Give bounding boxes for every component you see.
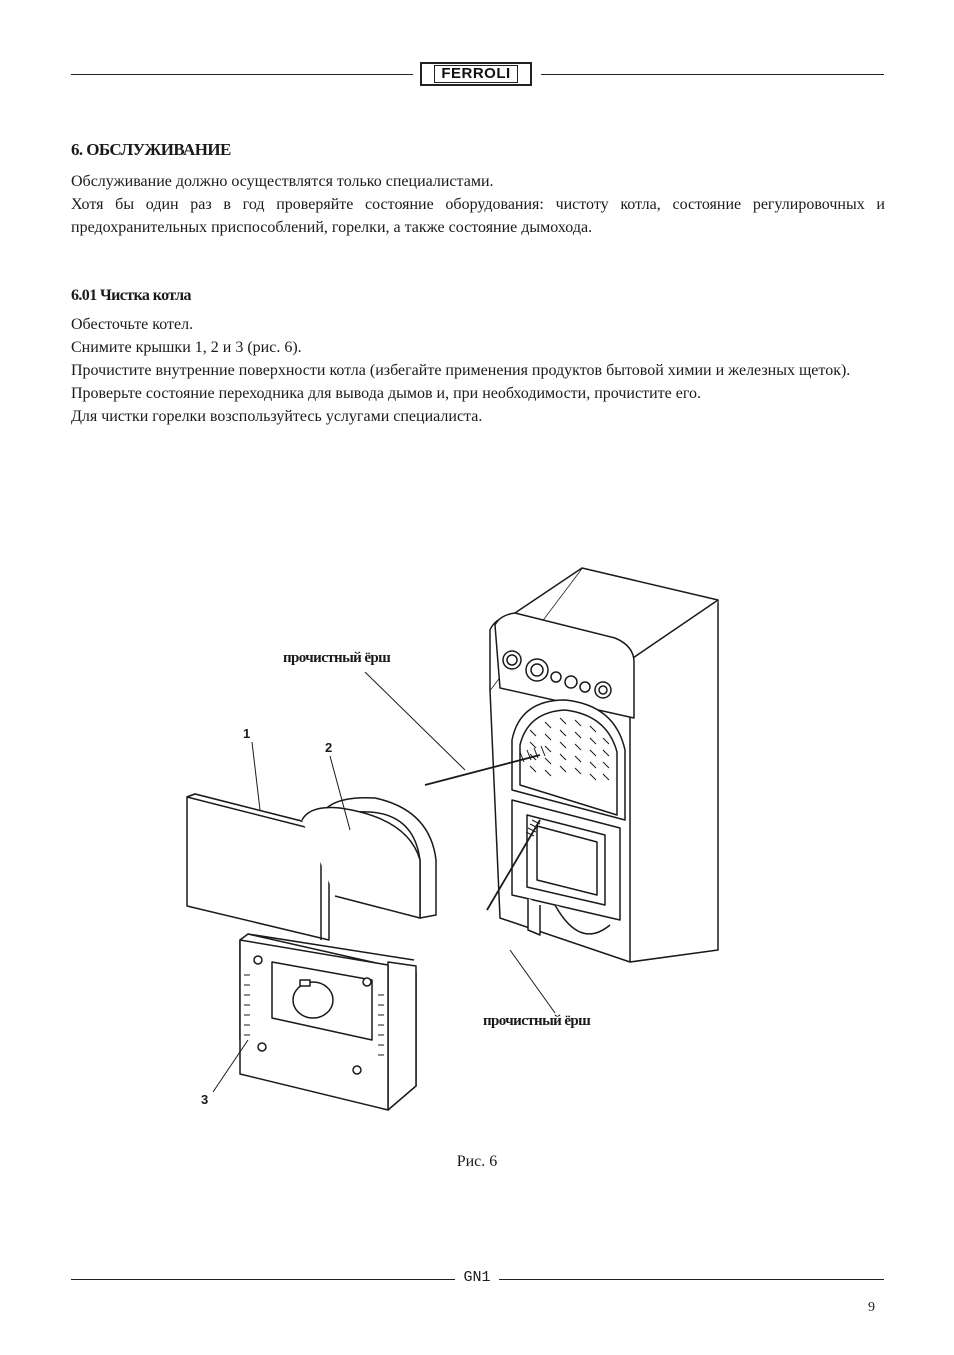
footer-code: GN1	[463, 1269, 491, 1286]
boiler-body	[490, 568, 718, 962]
cover-2	[302, 798, 436, 918]
label-cover-3: 3	[201, 1092, 209, 1107]
label-cover-2: 2	[325, 740, 333, 755]
ferroli-logo	[420, 62, 532, 86]
leader-cover-2	[330, 756, 350, 830]
leader-cover-3	[213, 1040, 248, 1092]
subsection-body	[71, 313, 885, 428]
figure-caption: Рис. 6	[456, 1153, 498, 1170]
section-paragraph: Хотя бы один раз в год проверяйте состояние оборудования: чистоту котла, состояние регулировочных и предохранительных приспособлений, горелки, а также состояние дымохода.	[71, 196, 885, 236]
subsection-paragraph: Обесточьте котел.	[71, 316, 194, 333]
label-brush-bottom: прочистный ёрш	[483, 1013, 591, 1029]
leader-brush-bottom	[510, 950, 555, 1013]
leader-brush-top	[365, 672, 465, 770]
header-rule-left	[71, 74, 413, 75]
subsection-paragraph: Проверьте состояние переходника для вывода дымов и, при необходимости, прочистите его.	[71, 385, 701, 402]
subsection-title: 6.01 Чистка котла	[71, 287, 191, 304]
subsection-paragraph: Снимите крышки 1, 2 и 3 (рис. 6).	[71, 339, 302, 356]
label-cover-1: 1	[243, 726, 251, 741]
leader-cover-1	[252, 742, 260, 810]
footer-rule-right	[499, 1279, 884, 1280]
section-title: 6. ОБСЛУЖИВАНИЕ	[71, 140, 231, 159]
brush-bottom	[487, 820, 540, 910]
cover-1	[187, 794, 329, 940]
section-body	[71, 170, 885, 239]
logo-text: FERROLI	[434, 65, 517, 83]
cover-3	[240, 934, 416, 1110]
section-paragraph: Обслуживание должно осуществлятся только специалистами.	[71, 173, 494, 190]
subsection-paragraph: Прочистите внутренние поверхности котла (избегайте применения продуктов бытовой химии и железных щеток).	[71, 362, 851, 379]
brush-top	[425, 755, 540, 785]
page-number: 9	[868, 1300, 875, 1315]
header-rule-right	[541, 74, 884, 75]
subsection-paragraph: Для чистки горелки возспользуйтесь услугами специалиста.	[71, 408, 483, 425]
label-brush-top: прочистный ёрш	[283, 650, 391, 666]
footer-rule-left	[71, 1279, 455, 1280]
